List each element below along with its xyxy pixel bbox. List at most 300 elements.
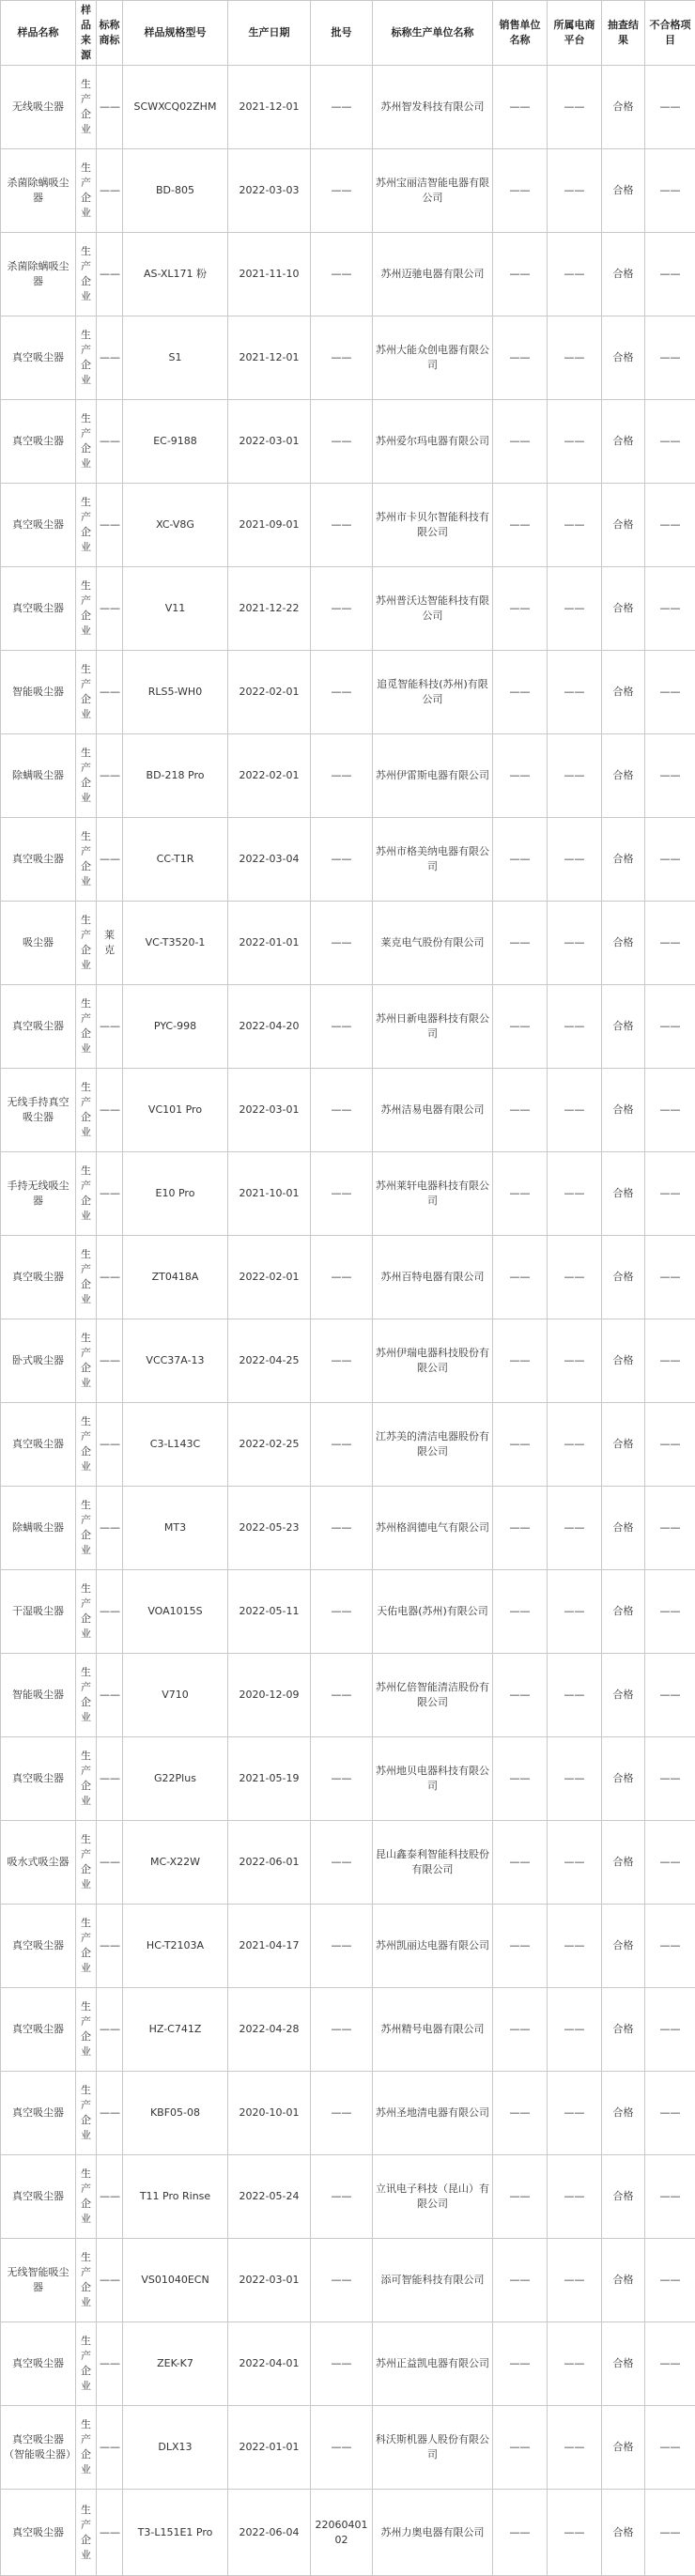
cell-platform: ——: [548, 149, 602, 233]
cell-sample-source: 生产企业: [76, 1152, 97, 1236]
cell-platform: ——: [548, 2072, 602, 2155]
cell-brand: ——: [97, 1403, 123, 1487]
cell-sample-name: 真空吸尘器: [1, 316, 76, 400]
cell-failed-items: ——: [645, 2239, 695, 2322]
cell-production-date: 2022-05-23: [228, 1487, 311, 1570]
cell-platform: ——: [548, 1236, 602, 1319]
cell-sample-source: 生产企业: [76, 651, 97, 734]
cell-seller: ——: [493, 484, 548, 567]
cell-manufacturer: 苏州市格美纳电器有限公司: [373, 818, 493, 902]
cell-batch: ——: [311, 1403, 373, 1487]
cell-batch: ——: [311, 66, 373, 149]
cell-manufacturer: 苏州伊瑞电器科技股份有限公司: [373, 1319, 493, 1403]
table-row: [1, 400, 695, 484]
cell-result: 合格: [602, 1988, 645, 2072]
cell-brand: ——: [97, 316, 123, 400]
cell-model: KBF05-08: [123, 2072, 228, 2155]
cell-brand: ——: [97, 2239, 123, 2322]
cell-model: VCC37A-13: [123, 1319, 228, 1403]
cell-seller: ——: [493, 2155, 548, 2239]
header-result: 抽查结果: [602, 1, 645, 66]
cell-sample-name: 除螨吸尘器: [1, 734, 76, 818]
cell-platform: ——: [548, 734, 602, 818]
cell-sample-name: 智能吸尘器: [1, 651, 76, 734]
cell-seller: ——: [493, 2490, 548, 2576]
cell-result: 合格: [602, 2239, 645, 2322]
cell-brand: ——: [97, 651, 123, 734]
table-row: [1, 1654, 695, 1737]
cell-sample-name: 智能吸尘器: [1, 1654, 76, 1737]
table-row: [1, 2490, 695, 2576]
cell-failed-items: ——: [645, 1905, 695, 1988]
cell-brand: ——: [97, 2072, 123, 2155]
table-row: [1, 233, 695, 316]
cell-brand: ——: [97, 1737, 123, 1821]
cell-failed-items: ——: [645, 985, 695, 1069]
cell-manufacturer: 苏州莱轩电器科技有限公司: [373, 1152, 493, 1236]
cell-production-date: 2022-04-25: [228, 1319, 311, 1403]
cell-sample-source: 生产企业: [76, 1905, 97, 1988]
cell-platform: ——: [548, 2322, 602, 2406]
header-batch: 批号: [311, 1, 373, 66]
cell-production-date: 2022-02-25: [228, 1403, 311, 1487]
cell-batch: ——: [311, 1152, 373, 1236]
cell-production-date: 2022-03-04: [228, 818, 311, 902]
cell-failed-items: ——: [645, 484, 695, 567]
cell-model: T11 Pro Rinse: [123, 2155, 228, 2239]
cell-failed-items: ——: [645, 2406, 695, 2490]
cell-failed-items: ——: [645, 1988, 695, 2072]
cell-platform: ——: [548, 2239, 602, 2322]
cell-manufacturer: 苏州精号电器有限公司: [373, 1988, 493, 2072]
cell-result: 合格: [602, 567, 645, 651]
cell-sample-source: 生产企业: [76, 818, 97, 902]
cell-sample-name: 无线吸尘器: [1, 66, 76, 149]
cell-platform: ——: [548, 651, 602, 734]
cell-sample-source: 生产企业: [76, 567, 97, 651]
cell-sample-name: 真空吸尘器: [1, 1905, 76, 1988]
cell-production-date: 2022-05-24: [228, 2155, 311, 2239]
cell-batch: ——: [311, 1069, 373, 1152]
cell-model: AS-XL171 粉: [123, 233, 228, 316]
cell-brand: ——: [97, 1570, 123, 1654]
table-row: [1, 1905, 695, 1988]
cell-batch: ——: [311, 149, 373, 233]
cell-manufacturer: 天佑电器(苏州)有限公司: [373, 1570, 493, 1654]
cell-manufacturer: 立讯电子科技（昆山）有限公司: [373, 2155, 493, 2239]
cell-result: 合格: [602, 149, 645, 233]
cell-model: T3-L151E1 Pro: [123, 2490, 228, 2576]
cell-manufacturer: 江苏美的清洁电器股份有限公司: [373, 1403, 493, 1487]
table-row: [1, 149, 695, 233]
cell-sample-name: 无线手持真空吸尘器: [1, 1069, 76, 1152]
cell-failed-items: ——: [645, 1403, 695, 1487]
cell-sample-source: 生产企业: [76, 1487, 97, 1570]
cell-result: 合格: [602, 1737, 645, 1821]
cell-seller: ——: [493, 400, 548, 484]
cell-manufacturer: 苏州凯丽达电器有限公司: [373, 1905, 493, 1988]
cell-failed-items: ——: [645, 1069, 695, 1152]
cell-failed-items: ——: [645, 1737, 695, 1821]
cell-sample-name: 真空吸尘器: [1, 1236, 76, 1319]
cell-production-date: 2022-04-01: [228, 2322, 311, 2406]
cell-platform: ——: [548, 2490, 602, 2576]
cell-seller: ——: [493, 1403, 548, 1487]
cell-sample-source: 生产企业: [76, 902, 97, 985]
cell-sample-source: 生产企业: [76, 1737, 97, 1821]
cell-production-date: 2021-12-01: [228, 66, 311, 149]
cell-batch: ——: [311, 651, 373, 734]
cell-result: 合格: [602, 2490, 645, 2576]
cell-model: BD-218 Pro: [123, 734, 228, 818]
table-header-row: [1, 1, 695, 66]
cell-production-date: 2021-05-19: [228, 1737, 311, 1821]
cell-sample-source: 生产企业: [76, 2239, 97, 2322]
cell-result: 合格: [602, 2155, 645, 2239]
cell-seller: ——: [493, 567, 548, 651]
cell-failed-items: ——: [645, 567, 695, 651]
cell-seller: ——: [493, 1152, 548, 1236]
cell-failed-items: ——: [645, 1152, 695, 1236]
cell-model: EC-9188: [123, 400, 228, 484]
cell-production-date: 2022-05-11: [228, 1570, 311, 1654]
cell-brand: ——: [97, 985, 123, 1069]
header-seller: 销售单位名称: [493, 1, 548, 66]
cell-brand: ——: [97, 1487, 123, 1570]
cell-result: 合格: [602, 316, 645, 400]
cell-sample-name: 卧式吸尘器: [1, 1319, 76, 1403]
header-failed-items: 不合格项目: [645, 1, 695, 66]
cell-result: 合格: [602, 1487, 645, 1570]
cell-brand: ——: [97, 1905, 123, 1988]
cell-platform: ——: [548, 902, 602, 985]
cell-seller: ——: [493, 66, 548, 149]
cell-platform: ——: [548, 233, 602, 316]
cell-batch: ——: [311, 2239, 373, 2322]
cell-result: 合格: [602, 985, 645, 1069]
header-manufacturer: 标称生产单位名称: [373, 1, 493, 66]
cell-result: 合格: [602, 1403, 645, 1487]
cell-sample-source: 生产企业: [76, 2406, 97, 2490]
cell-manufacturer: 苏州智发科技有限公司: [373, 66, 493, 149]
cell-batch: ——: [311, 734, 373, 818]
cell-platform: ——: [548, 1988, 602, 2072]
cell-result: 合格: [602, 1654, 645, 1737]
cell-platform: ——: [548, 1403, 602, 1487]
cell-platform: ——: [548, 1152, 602, 1236]
table-row: [1, 1069, 695, 1152]
cell-model: RLS5-WH0: [123, 651, 228, 734]
cell-sample-source: 生产企业: [76, 734, 97, 818]
table-row: [1, 1737, 695, 1821]
cell-sample-name: 真空吸尘器: [1, 2490, 76, 2576]
cell-result: 合格: [602, 233, 645, 316]
cell-platform: ——: [548, 567, 602, 651]
cell-seller: ——: [493, 233, 548, 316]
cell-brand: ——: [97, 818, 123, 902]
cell-brand: ——: [97, 567, 123, 651]
cell-model: VC-T3520-1: [123, 902, 228, 985]
cell-result: 合格: [602, 1152, 645, 1236]
cell-production-date: 2022-02-01: [228, 651, 311, 734]
cell-batch: ——: [311, 818, 373, 902]
cell-sample-name: 真空吸尘器（智能吸尘器）: [1, 2406, 76, 2490]
cell-result: 合格: [602, 734, 645, 818]
cell-platform: ——: [548, 1654, 602, 1737]
cell-batch: ——: [311, 2322, 373, 2406]
cell-manufacturer: 苏州亿倍智能清洁股份有限公司: [373, 1654, 493, 1737]
table-row: [1, 2072, 695, 2155]
cell-result: 合格: [602, 2406, 645, 2490]
cell-seller: ——: [493, 1319, 548, 1403]
cell-production-date: 2022-04-20: [228, 985, 311, 1069]
cell-failed-items: ——: [645, 2155, 695, 2239]
cell-batch: ——: [311, 1487, 373, 1570]
cell-sample-name: 无线智能吸尘器: [1, 2239, 76, 2322]
cell-production-date: 2020-12-09: [228, 1654, 311, 1737]
cell-brand: ——: [97, 66, 123, 149]
cell-production-date: 2022-03-01: [228, 400, 311, 484]
cell-seller: ——: [493, 2072, 548, 2155]
cell-batch: ——: [311, 1988, 373, 2072]
cell-seller: ——: [493, 902, 548, 985]
cell-brand: ——: [97, 2406, 123, 2490]
table-row: [1, 1988, 695, 2072]
cell-model: E10 Pro: [123, 1152, 228, 1236]
cell-result: 合格: [602, 1319, 645, 1403]
cell-seller: ——: [493, 651, 548, 734]
cell-production-date: 2021-10-01: [228, 1152, 311, 1236]
cell-manufacturer: 苏州大能众创电器有限公司: [373, 316, 493, 400]
cell-production-date: 2021-04-17: [228, 1905, 311, 1988]
cell-model: PYC-998: [123, 985, 228, 1069]
cell-model: G22Plus: [123, 1737, 228, 1821]
cell-failed-items: ——: [645, 149, 695, 233]
cell-seller: ——: [493, 734, 548, 818]
cell-brand: ——: [97, 1236, 123, 1319]
cell-model: HC-T2103A: [123, 1905, 228, 1988]
cell-model: ZT0418A: [123, 1236, 228, 1319]
cell-production-date: 2022-04-28: [228, 1988, 311, 2072]
cell-sample-name: 真空吸尘器: [1, 567, 76, 651]
cell-failed-items: ——: [645, 2490, 695, 2576]
cell-model: MT3: [123, 1487, 228, 1570]
table-row: [1, 2155, 695, 2239]
cell-sample-source: 生产企业: [76, 1236, 97, 1319]
cell-platform: ——: [548, 1905, 602, 1988]
cell-sample-source: 生产企业: [76, 1988, 97, 2072]
cell-brand: ——: [97, 1654, 123, 1737]
cell-sample-source: 生产企业: [76, 233, 97, 316]
cell-sample-name: 除螨吸尘器: [1, 1487, 76, 1570]
cell-manufacturer: 苏州普沃达智能科技有限公司: [373, 567, 493, 651]
cell-seller: ——: [493, 2322, 548, 2406]
cell-platform: ——: [548, 66, 602, 149]
cell-production-date: 2022-03-01: [228, 1069, 311, 1152]
cell-sample-source: 生产企业: [76, 1403, 97, 1487]
cell-production-date: 2022-01-01: [228, 902, 311, 985]
cell-manufacturer: 苏州力奥电器有限公司: [373, 2490, 493, 2576]
header-model: 样品规格型号: [123, 1, 228, 66]
cell-failed-items: ——: [645, 316, 695, 400]
cell-platform: ——: [548, 1069, 602, 1152]
cell-manufacturer: 苏州百特电器有限公司: [373, 1236, 493, 1319]
cell-failed-items: ——: [645, 1570, 695, 1654]
cell-production-date: 2021-12-01: [228, 316, 311, 400]
header-brand: 标称商标: [97, 1, 123, 66]
cell-sample-name: 真空吸尘器: [1, 2072, 76, 2155]
cell-model: ZEK-K7: [123, 2322, 228, 2406]
table-row: [1, 734, 695, 818]
cell-failed-items: ——: [645, 233, 695, 316]
cell-result: 合格: [602, 818, 645, 902]
cell-brand: ——: [97, 484, 123, 567]
cell-seller: ——: [493, 1654, 548, 1737]
cell-sample-name: 真空吸尘器: [1, 985, 76, 1069]
table-row: [1, 316, 695, 400]
cell-manufacturer: 昆山鑫泰利智能科技股份有限公司: [373, 1821, 493, 1905]
cell-brand: ——: [97, 233, 123, 316]
cell-brand: ——: [97, 2490, 123, 2576]
cell-manufacturer: 苏州宝丽洁智能电器有限公司: [373, 149, 493, 233]
cell-production-date: 2022-02-01: [228, 1236, 311, 1319]
cell-manufacturer: 苏州迈驰电器有限公司: [373, 233, 493, 316]
table-row: [1, 902, 695, 985]
cell-model: CC-T1R: [123, 818, 228, 902]
cell-seller: ——: [493, 1821, 548, 1905]
cell-manufacturer: 苏州洁易电器有限公司: [373, 1069, 493, 1152]
cell-result: 合格: [602, 400, 645, 484]
cell-sample-source: 生产企业: [76, 1821, 97, 1905]
cell-sample-source: 生产企业: [76, 2072, 97, 2155]
cell-failed-items: ——: [645, 2322, 695, 2406]
cell-seller: ——: [493, 818, 548, 902]
cell-batch: ——: [311, 567, 373, 651]
cell-result: 合格: [602, 66, 645, 149]
cell-production-date: 2020-10-01: [228, 2072, 311, 2155]
cell-sample-name: 真空吸尘器: [1, 484, 76, 567]
cell-seller: ——: [493, 985, 548, 1069]
header-production-date: 生产日期: [228, 1, 311, 66]
cell-seller: ——: [493, 1905, 548, 1988]
cell-sample-name: 杀菌除螨吸尘器: [1, 233, 76, 316]
cell-sample-source: 生产企业: [76, 2322, 97, 2406]
cell-batch: ——: [311, 902, 373, 985]
cell-platform: ——: [548, 1570, 602, 1654]
cell-sample-source: 生产企业: [76, 149, 97, 233]
cell-failed-items: ——: [645, 902, 695, 985]
cell-sample-name: 真空吸尘器: [1, 2322, 76, 2406]
cell-batch: ——: [311, 2406, 373, 2490]
cell-failed-items: ——: [645, 66, 695, 149]
cell-platform: ——: [548, 985, 602, 1069]
cell-sample-name: 真空吸尘器: [1, 1988, 76, 2072]
cell-model: SCWXCQ02ZHM: [123, 66, 228, 149]
cell-brand: ——: [97, 149, 123, 233]
cell-sample-source: 生产企业: [76, 1654, 97, 1737]
cell-production-date: 2022-06-01: [228, 1821, 311, 1905]
cell-production-date: 2021-12-22: [228, 567, 311, 651]
cell-brand: ——: [97, 1821, 123, 1905]
table-row: [1, 484, 695, 567]
cell-result: 合格: [602, 1069, 645, 1152]
table-row: [1, 567, 695, 651]
cell-model: MC-X22W: [123, 1821, 228, 1905]
cell-model: HZ-C741Z: [123, 1988, 228, 2072]
cell-seller: ——: [493, 1737, 548, 1821]
cell-failed-items: ——: [645, 818, 695, 902]
table-row: [1, 1236, 695, 1319]
cell-failed-items: ——: [645, 651, 695, 734]
cell-manufacturer: 苏州圣地清电器有限公司: [373, 2072, 493, 2155]
cell-platform: ——: [548, 1737, 602, 1821]
cell-sample-source: 生产企业: [76, 2155, 97, 2239]
cell-platform: ——: [548, 316, 602, 400]
cell-manufacturer: 添可智能科技有限公司: [373, 2239, 493, 2322]
cell-batch: ——: [311, 316, 373, 400]
cell-failed-items: ——: [645, 1236, 695, 1319]
table-row: [1, 1821, 695, 1905]
cell-production-date: 2021-11-10: [228, 233, 311, 316]
cell-result: 合格: [602, 902, 645, 985]
cell-model: BD-805: [123, 149, 228, 233]
cell-platform: ——: [548, 1821, 602, 1905]
cell-sample-source: 生产企业: [76, 2490, 97, 2576]
cell-sample-source: 生产企业: [76, 1570, 97, 1654]
cell-batch: ——: [311, 1570, 373, 1654]
cell-result: 合格: [602, 1821, 645, 1905]
cell-failed-items: ——: [645, 1654, 695, 1737]
cell-result: 合格: [602, 2322, 645, 2406]
cell-batch: ——: [311, 2072, 373, 2155]
cell-sample-name: 手持无线吸尘器: [1, 1152, 76, 1236]
cell-sample-source: 生产企业: [76, 400, 97, 484]
cell-failed-items: ——: [645, 1821, 695, 1905]
cell-result: 合格: [602, 484, 645, 567]
cell-batch: ——: [311, 2155, 373, 2239]
cell-seller: ——: [493, 1988, 548, 2072]
cell-sample-name: 真空吸尘器: [1, 400, 76, 484]
cell-sample-name: 干湿吸尘器: [1, 1570, 76, 1654]
cell-production-date: 2022-01-01: [228, 2406, 311, 2490]
cell-model: C3-L143C: [123, 1403, 228, 1487]
cell-batch: ——: [311, 1821, 373, 1905]
cell-result: 合格: [602, 2072, 645, 2155]
cell-result: 合格: [602, 1570, 645, 1654]
cell-model: V710: [123, 1654, 228, 1737]
cell-manufacturer: 科沃斯机器人股份有限公司: [373, 2406, 493, 2490]
cell-sample-name: 真空吸尘器: [1, 1737, 76, 1821]
cell-model: DLX13: [123, 2406, 228, 2490]
cell-sample-name: 真空吸尘器: [1, 1403, 76, 1487]
cell-platform: ——: [548, 400, 602, 484]
cell-seller: ——: [493, 149, 548, 233]
cell-seller: ——: [493, 316, 548, 400]
cell-seller: ——: [493, 1570, 548, 1654]
cell-batch: ——: [311, 233, 373, 316]
cell-failed-items: ——: [645, 1319, 695, 1403]
cell-result: 合格: [602, 1905, 645, 1988]
cell-failed-items: ——: [645, 734, 695, 818]
table-body: [1, 66, 695, 2576]
cell-failed-items: ——: [645, 2072, 695, 2155]
table-row: [1, 1487, 695, 1570]
cell-sample-name: 真空吸尘器: [1, 2155, 76, 2239]
cell-manufacturer: 苏州格润德电气有限公司: [373, 1487, 493, 1570]
cell-model: S1: [123, 316, 228, 400]
cell-model: VC101 Pro: [123, 1069, 228, 1152]
cell-brand: ——: [97, 1988, 123, 2072]
